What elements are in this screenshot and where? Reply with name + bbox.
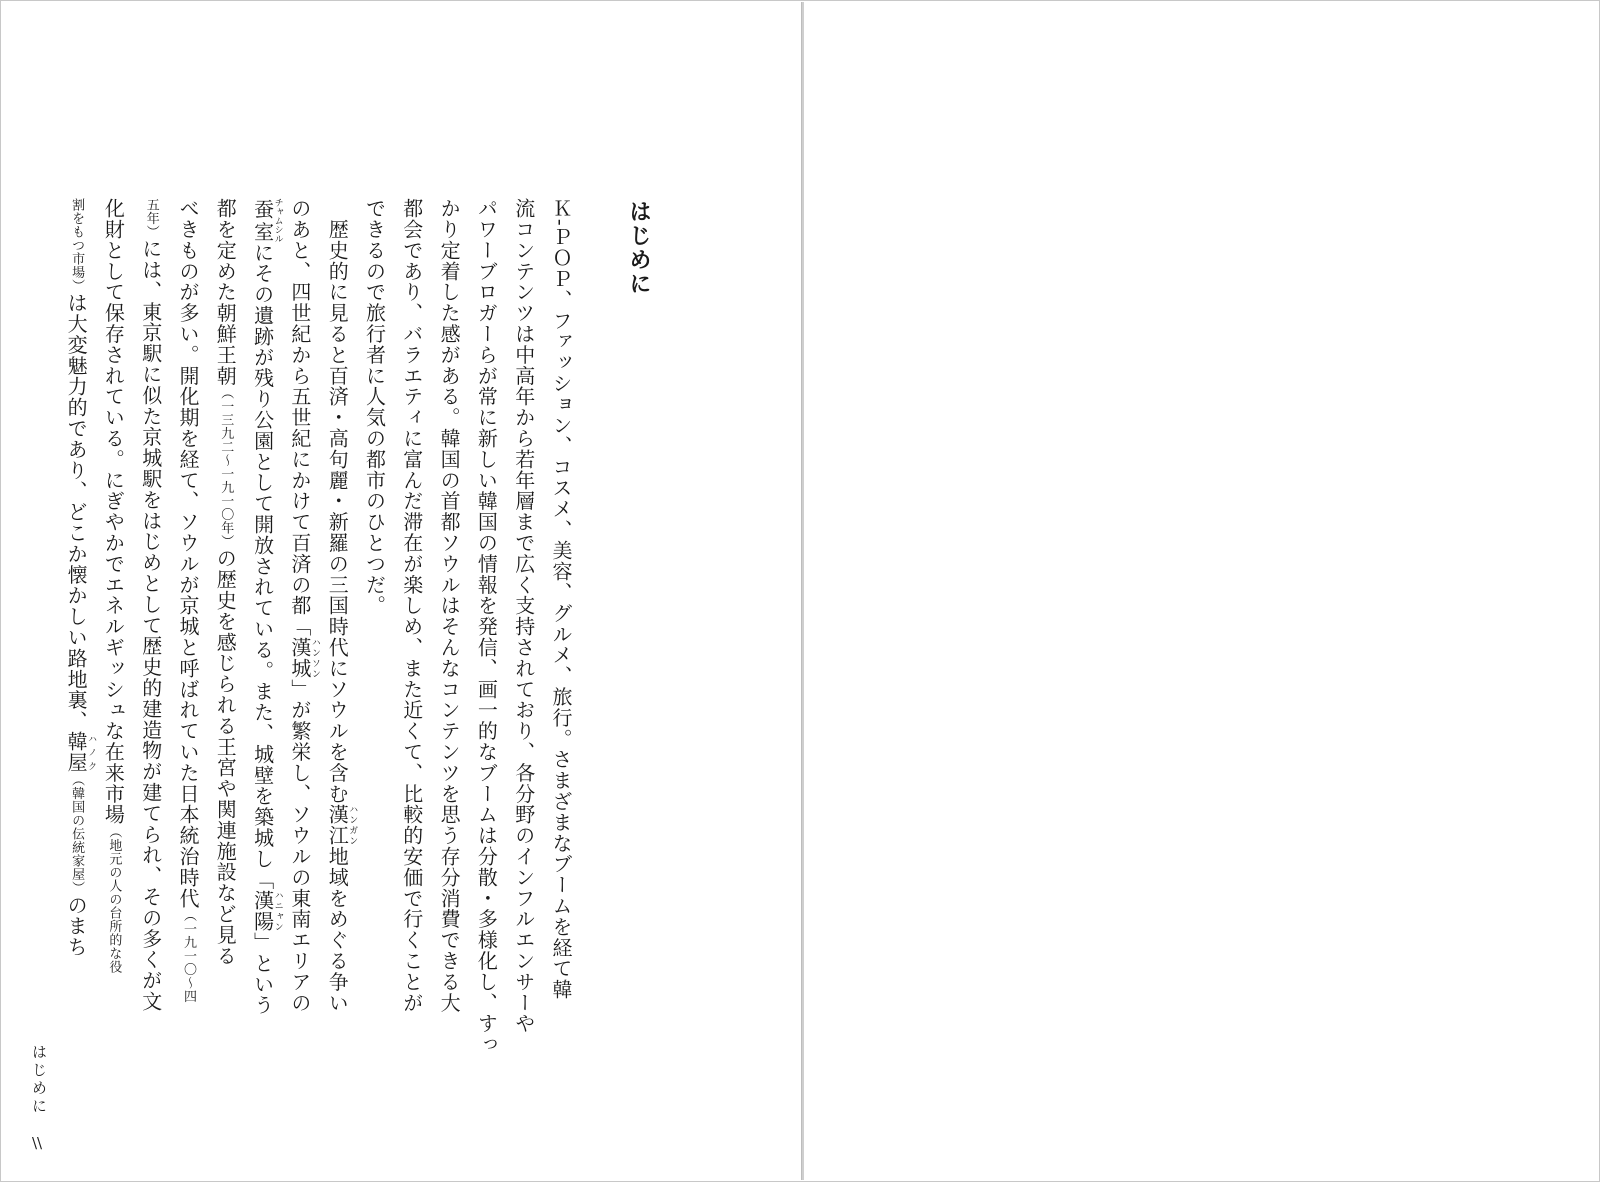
ruby-annotation: 漢江ハンガン	[325, 804, 358, 846]
text-run: べきものが多い。開化期を経て、ソウルが京城と呼ばれていた日本統治時代	[176, 198, 200, 909]
text-run: 流コンテンツは中高年から若年層まで広く支持されており、各分野のインフルエンサーや	[511, 198, 536, 1034]
text-run: 歴史的に見ると百済・高句麗・新羅の三国時代にソウルを含む	[325, 198, 350, 805]
text-line	[210, 198, 240, 966]
text-run: のまち	[64, 894, 89, 958]
page-number: \\	[32, 1134, 43, 1152]
text-line	[61, 198, 96, 957]
chapter-heading: はじめに	[626, 200, 652, 296]
ruby-annotation: 漢陽ハニャン	[250, 890, 283, 932]
ruby-annotation: 漢城ハンソン	[287, 636, 320, 679]
inline-note: （一三九二〜一九一〇年）	[218, 386, 234, 549]
inline-note: 割をもつ市場）	[69, 198, 85, 293]
text-run: Ｋ‐ＰＯＰ、ファッション、コスメ、美容、グルメ、旅行。さまざまなブームを経て韓	[549, 198, 573, 1000]
text-line	[434, 198, 464, 1013]
text-run: のあと、四世紀から五世紀にかけて百済の都「	[287, 198, 312, 637]
running-head: はじめに	[30, 1044, 48, 1116]
text-line	[360, 198, 390, 616]
ruby-annotation: 蚕室チャムシル	[250, 198, 283, 243]
inline-note: （地元の人の台所的な役	[106, 825, 122, 974]
text-line	[136, 198, 166, 1012]
text-run: には、東京駅に似た京城駅をはじめとして歴史的建造物が建てられ、その多くが文	[138, 238, 163, 1012]
text-run: にその遺跡が残り公園として開放されている。また、城壁を築城し「	[250, 242, 275, 891]
text-line	[98, 198, 128, 974]
text-run: 」が繁栄し、ソウルの東南エリアの	[287, 678, 312, 1014]
text-line	[322, 198, 357, 1013]
text-line	[471, 198, 501, 1055]
inline-note: 五年）	[143, 198, 159, 239]
text-line	[173, 198, 203, 1003]
inline-note: （韓国の伝統家屋）	[69, 773, 85, 895]
text-line	[546, 198, 576, 1000]
text-run: できるので旅行者に人気の都市のひとつだ。	[362, 198, 387, 616]
inline-note: （一九一〇〜四	[181, 908, 196, 1004]
text-line	[397, 198, 427, 1013]
text-run: 都を定めた朝鮮王朝	[213, 198, 238, 387]
text-run: の歴史を感じられる王宮や関連施設など見る	[213, 548, 238, 967]
text-line	[509, 198, 539, 1034]
text-run: は大変魅力的であり、どこか懐かしい路地裏、	[64, 292, 89, 732]
text-run: かり定着した感がある。韓国の首都ソウルはそんなコンテンツを思う存分消費できる大	[437, 198, 462, 1014]
page-left	[2, 2, 801, 1180]
text-run: 地域をめぐる争い	[325, 845, 350, 1014]
text-run: パワーブロガーらが常に新しい韓国の情報を発信、画一的なブームは分散・多様化し、すっ	[474, 198, 499, 1055]
text-line	[285, 198, 320, 1013]
text-run: 」という	[250, 931, 275, 1016]
text-line	[248, 198, 283, 1016]
ruby-annotation: 韓屋ハノク	[64, 731, 97, 774]
text-run: 化財として保存されている。にぎやかでエネルギッシュな在来市場	[101, 198, 126, 825]
text-run: 都会であり、バラエティに富んだ滞在が楽しめ、また近くて、比較的安価で行くことが	[399, 198, 424, 1014]
page-right-blank	[804, 2, 1599, 1180]
